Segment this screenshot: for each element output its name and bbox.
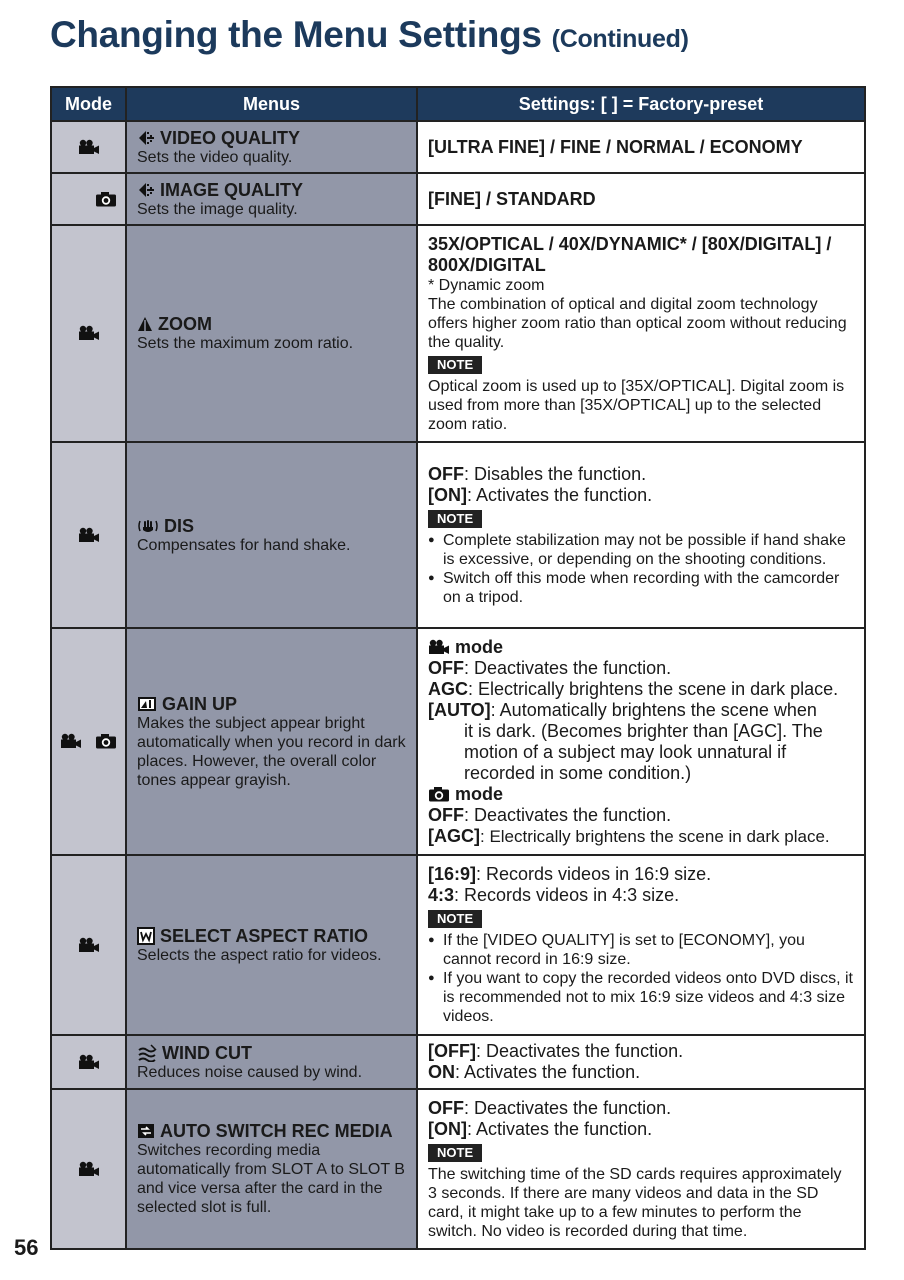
option-key: AGC <box>428 678 468 699</box>
quality-icon <box>137 182 155 198</box>
menu-desc: Sets the video quality. <box>137 148 293 166</box>
menu-cell-aspect-ratio[interactable] <box>126 855 417 1035</box>
row-gain-up <box>51 628 865 855</box>
option-key: [ON] <box>428 484 467 505</box>
option-key: ON <box>428 1062 455 1082</box>
menu-name: ZOOM <box>158 314 212 334</box>
menu-desc: Reduces noise caused by wind. <box>137 1063 363 1081</box>
option-key: 4:3 <box>428 885 455 905</box>
menu-name: DIS <box>164 515 195 536</box>
row-video-quality <box>51 121 865 173</box>
video-mode-icon <box>78 1054 100 1070</box>
settings-cell <box>417 628 865 855</box>
mode-cell <box>51 442 126 628</box>
page-title <box>50 14 689 56</box>
option-agc <box>428 826 854 847</box>
list-item: ● Switch off this mode when recording with the camcorder on a tripod. <box>428 569 854 607</box>
option-desc: : Deactivates the function. <box>475 1041 684 1061</box>
menu-desc: Compensates for hand shake. <box>137 536 351 554</box>
option-off <box>428 1041 854 1062</box>
row-aspect-ratio <box>51 855 865 1035</box>
option-off <box>428 1098 854 1119</box>
menu-cell-wind-cut[interactable] <box>126 1035 417 1089</box>
note-list <box>428 531 854 607</box>
wind-cut-icon <box>137 1044 157 1062</box>
option-desc: : Deactivates the function. <box>464 1097 672 1118</box>
video-mode-icon <box>78 1161 100 1177</box>
row-auto-switch <box>51 1089 865 1249</box>
photo-mode-heading <box>428 784 854 805</box>
mode-cell <box>51 855 126 1035</box>
note-badge: NOTE <box>428 356 482 374</box>
mode-cell <box>51 173 126 225</box>
quality-icon <box>137 130 155 146</box>
mode-label: mode <box>455 783 504 804</box>
zoom-icon <box>137 316 153 332</box>
mode-cell <box>51 1035 126 1089</box>
menu-cell-video-quality[interactable] <box>126 121 417 173</box>
menu-cell-gain-up[interactable] <box>126 628 417 855</box>
note-badge: NOTE <box>428 510 482 528</box>
option-key: [OFF] <box>428 1041 476 1061</box>
option-key: [AGC] <box>428 825 480 846</box>
menu-name: SELECT ASPECT RATIO <box>160 925 369 946</box>
list-item: ● Complete stabilization may not be possible if hand shake is excessive, or depending on the shooting conditions. <box>428 531 854 569</box>
settings-cell <box>417 173 865 225</box>
settings-cell <box>417 855 865 1035</box>
menu-cell-image-quality[interactable] <box>126 173 417 225</box>
mode-cell <box>51 225 126 442</box>
photo-mode-icon <box>95 191 117 207</box>
menu-cell-auto-switch[interactable] <box>126 1089 417 1249</box>
media-switch-icon <box>137 1123 155 1139</box>
option-169 <box>428 864 854 885</box>
video-mode-icon <box>78 937 100 953</box>
option-key: OFF <box>428 1097 464 1118</box>
mode-label: mode <box>455 636 504 657</box>
option-agc <box>428 679 854 700</box>
option-key: OFF <box>428 657 464 678</box>
header-settings: Settings: [ ] = Factory-preset <box>417 87 865 121</box>
mode-cell <box>51 628 126 855</box>
options-text: [ULTRA FINE] / FINE / NORMAL / ECONOMY <box>428 136 803 157</box>
aspect-ratio-icon <box>137 927 155 945</box>
photo-mode-icon <box>428 786 450 802</box>
option-key: [16:9] <box>428 864 477 884</box>
options-text: [FINE] / STANDARD <box>428 188 596 209</box>
menu-cell-zoom[interactable] <box>126 225 417 442</box>
settings-cell <box>417 442 865 628</box>
header-mode: Mode <box>51 87 126 121</box>
option-desc: : Electrically brightens the scene in dark place. <box>480 826 830 846</box>
note-list <box>428 931 854 1026</box>
option-desc: : Deactivates the function. <box>464 657 672 678</box>
menu-name: WIND CUT <box>162 1042 252 1063</box>
photo-mode-icon <box>95 733 117 749</box>
video-mode-icon <box>78 139 100 155</box>
option-on <box>428 1119 854 1140</box>
row-image-quality <box>51 173 865 225</box>
settings-cell <box>417 121 865 173</box>
menu-desc: Sets the image quality. <box>137 200 298 218</box>
row-wind-cut <box>51 1035 865 1089</box>
option-43 <box>428 885 854 906</box>
option-desc: : Records videos in 16:9 size. <box>476 864 712 884</box>
row-zoom <box>51 225 865 442</box>
title-subtitle: (Continued) <box>551 25 689 53</box>
menu-desc: Makes the subject appear bright automatically when you record in dark places. However, the overall color tones appear grayish. <box>137 714 406 789</box>
menu-cell-dis[interactable] <box>126 442 417 628</box>
option-desc: : Automatically brightens the scene when <box>490 699 817 720</box>
video-mode-icon <box>78 527 100 543</box>
option-desc: : Activates the function. <box>455 1062 641 1082</box>
page-number: 56 <box>14 1235 39 1260</box>
option-off <box>428 805 854 826</box>
note-badge: NOTE <box>428 1144 482 1162</box>
option-desc: : Activates the function. <box>467 484 653 505</box>
options-text: 35X/OPTICAL / 40X/DYNAMIC* / [80X/DIGITAL] / 800X/DIGITAL <box>428 233 832 275</box>
option-desc: : Electrically brightens the scene in dark place. <box>468 678 839 699</box>
menu-desc: Sets the maximum zoom ratio. <box>137 335 354 352</box>
row-dis <box>51 442 865 628</box>
option-key: OFF <box>428 804 464 825</box>
option-auto-cont: it is dark. (Becomes brighter than [AGC]. The motion of a subject may look unnatural if recorded in some condition.) <box>464 720 823 783</box>
video-mode-icon <box>78 325 100 341</box>
option-off <box>428 658 854 679</box>
menu-desc: Selects the aspect ratio for videos. <box>137 946 382 964</box>
video-mode-icon <box>60 733 82 749</box>
settings-cell <box>417 225 865 442</box>
settings-cell <box>417 1089 865 1249</box>
footnote: * Dynamic zoom <box>428 276 545 294</box>
explanation: The combination of optical and digital zoom technology offers higher zoom ratio than optical zoom without reducing the quality. <box>428 295 847 351</box>
option-desc: : Records videos in 4:3 size. <box>454 885 680 905</box>
mode-cell <box>51 1089 126 1249</box>
table-header-row <box>51 87 865 121</box>
list-item: ● If you want to copy the recorded videos onto DVD discs, it is recommended not to mix 16:9 size videos and 4:3 size videos. <box>428 969 854 1026</box>
video-mode-heading <box>428 637 854 658</box>
option-key: OFF <box>428 463 464 484</box>
option-auto <box>428 700 854 721</box>
option-key: [AUTO] <box>428 699 491 720</box>
menu-name: IMAGE QUALITY <box>160 179 303 200</box>
menu-desc: Switches recording media automatically from SLOT A to SLOT B and vice versa after the card in the selected slot is full. <box>137 1142 405 1216</box>
option-key: [ON] <box>428 1118 467 1139</box>
video-mode-icon <box>428 639 450 655</box>
menu-name: GAIN UP <box>162 693 238 714</box>
option-on <box>428 485 854 506</box>
option-desc: : Activates the function. <box>467 1118 653 1139</box>
note-badge: NOTE <box>428 910 482 928</box>
menu-name: VIDEO QUALITY <box>160 127 301 148</box>
option-off <box>428 464 854 485</box>
option-desc: : Deactivates the function. <box>464 804 672 825</box>
mode-cell <box>51 121 126 173</box>
menu-settings-table <box>50 86 866 1250</box>
option-desc: : Disables the function. <box>464 463 647 484</box>
list-item: ● If the [VIDEO QUALITY] is set to [ECONOMY], you cannot record in 16:9 size. <box>428 931 854 969</box>
menu-name: AUTO SWITCH REC MEDIA <box>160 1121 393 1141</box>
option-on <box>428 1062 854 1083</box>
settings-cell <box>417 1035 865 1089</box>
note-text: Optical zoom is used up to [35X/OPTICAL]. Digital zoom is used from more than [35X/OPTICAL] up to the selected zoom ratio. <box>428 377 845 433</box>
note-text: The switching time of the SD cards requires approximately 3 seconds. If there are many videos and data in the SD card, it might take up to a few minutes to perform the switch. No video is recorded during that time. <box>428 1165 842 1240</box>
header-menus: Menus <box>126 87 417 121</box>
title-text: Changing the Menu Settings <box>50 14 542 55</box>
hand-shake-icon <box>137 518 159 534</box>
gain-up-icon <box>137 696 157 712</box>
